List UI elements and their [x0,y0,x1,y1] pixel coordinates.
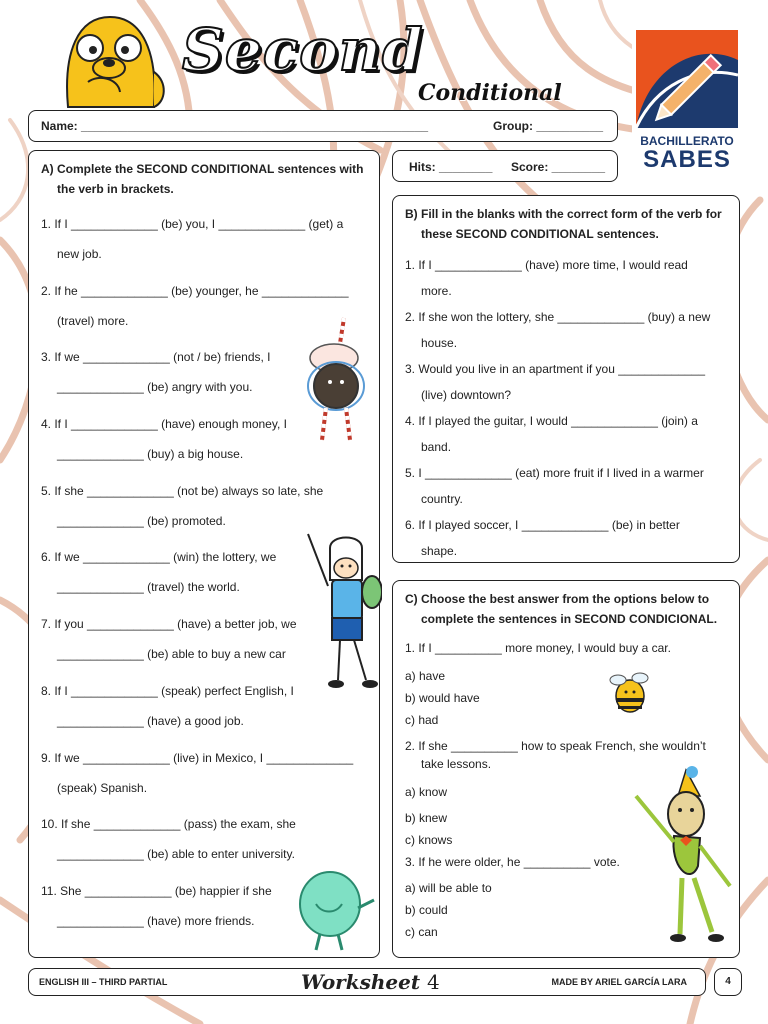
name-group-box [28,110,618,142]
question-3: 3. If he were older, he __________ vote. [405,855,620,869]
section-c-instructions: C) Choose the best answer from the options below to complete the sentences in SECOND CONDICIONAL. [405,592,718,626]
logo-line1: BACHILLERATO [640,134,734,148]
exercise-item[interactable]: 3. If we _____________ (not / be) friends, I _____________ (be) angry with you. [41,350,271,395]
bee-illustration [606,670,652,716]
answer-option[interactable]: a) have [405,669,446,683]
logo-line2: SABES [643,146,731,173]
section-a-instructions: A) Complete the SECOND CONDITIONAL sentences with the verb in brackets. [41,162,364,196]
exercise-item[interactable]: 2. If he _____________ (be) younger, he _____________ (travel) more. [41,283,349,328]
exercise-item[interactable]: 6. If I played soccer, I _____________ (be) in better shape. [405,518,680,558]
party-character-illustration [630,766,738,950]
exercise-item[interactable]: 9. If we _____________ (live) in Mexico, I _____________ (speak) Spanish. [41,750,354,795]
exercise-item[interactable]: 2. If she won the lottery, she _____________ (buy) a new house. [405,310,711,350]
answer-option[interactable]: b) could [405,903,448,917]
exercise-item[interactable]: 5. If she _____________ (not be) always so late, she _____________ (be) promoted. [41,483,324,528]
hits-field[interactable]: Hits: ________ [409,160,493,174]
question-1: 1. If I __________ more money, I would buy a car. [405,641,671,655]
score-field[interactable]: Score: ________ [511,160,606,174]
section-b [392,195,740,563]
section-b-instructions: B) Fill in the blanks with the correct form of the verb for these SECOND CONDITIONAL sentences. [405,207,722,241]
ice-cream-character-illustration [304,316,368,450]
green-blob-character-illustration [296,864,376,954]
question-2: 2. If she __________ how to speak French, she wouldn’t take lessons. [405,739,706,771]
name-field[interactable]: Name: ____________________________________________________ [41,119,429,133]
worksheet-title: Second [182,16,424,84]
answer-option[interactable]: c) had [405,713,439,727]
footer-worksheet-label: Worksheet 4 [301,970,440,994]
footer-author: MADE BY ARIEL GARCÍA LARA [551,977,687,987]
footer-course: ENGLISH III – THIRD PARTIAL [39,977,168,987]
exercise-item[interactable]: 6. If we _____________ (win) the lottery, we _____________ (travel) the world. [41,550,277,595]
group-field[interactable]: Group: __________ [493,119,604,133]
logo-emblem [636,30,738,128]
exercise-item[interactable]: 8. If I _____________ (speak) perfect English, I _____________ (have) a good job. [41,683,294,728]
answer-option[interactable]: a) will be able to [405,881,492,895]
exercise-item[interactable]: 11. She _____________ (be) happier if she _____________ (have) more friends. [41,883,272,928]
finn-human-illustration [298,530,382,694]
exercise-item[interactable]: 1. If I _____________ (have) more time, I would read more. [405,258,688,298]
question-1-options [405,665,727,731]
exercise-item[interactable]: 4. If I played the guitar, I would _____________ (join) a band. [405,414,698,454]
answer-option[interactable]: a) know [405,785,448,799]
answer-option[interactable]: b) knew [405,811,448,825]
answer-option[interactable]: c) knows [405,833,453,847]
footer-bar [28,968,706,996]
pencil-icon [636,30,738,128]
answer-option[interactable]: b) would have [405,691,480,705]
exercise-item[interactable]: 10. If she _____________ (pass) the exam, she _____________ (be) able to enter university. [41,817,296,862]
section-b-list [405,252,727,564]
exercise-item[interactable]: 7. If you _____________ (have) a better job, we _____________ (be) able to buy a new car [41,617,297,662]
exercise-item[interactable]: 3. Would you live in an apartment if you _____________ (live) downtown? [405,362,705,402]
exercise-item[interactable]: 1. If I _____________ (be) you, I _____________ (get) a new job. [41,217,344,261]
page-number: 4 [714,968,742,996]
bachillerato-sabes-logo [632,26,742,174]
exercise-item[interactable]: 4. If I _____________ (have) enough money, I _____________ (buy) a big house. [41,417,287,462]
answer-option[interactable]: c) can [405,925,438,939]
worksheet-subtitle: Conditional [418,80,562,106]
hits-score-box [392,150,618,182]
exercise-item[interactable]: 5. I _____________ (eat) more fruit if I lived in a warmer country. [405,466,704,506]
jake-dog-illustration [58,12,170,112]
